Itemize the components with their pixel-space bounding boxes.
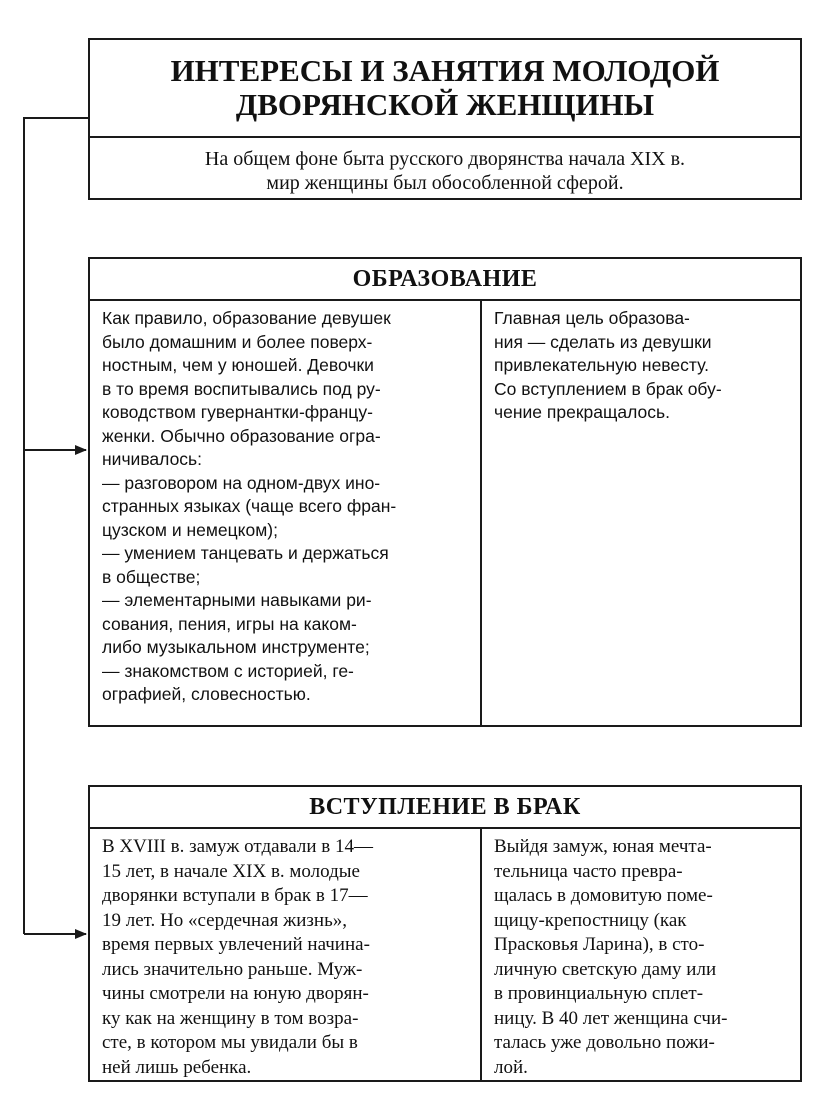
connector-vertical-line xyxy=(24,118,88,934)
education-left-line: ничивалось: xyxy=(102,449,203,469)
education-left-line: ностным, чем у юношей. Девочки xyxy=(102,355,374,375)
education-left-line: либо музыкальном инструменте; xyxy=(102,637,370,657)
marriage-right-line: Прасковья Ларина), в сто- xyxy=(494,934,705,955)
marriage-left-line: лись значительно раньше. Муж- xyxy=(102,958,363,980)
main-title xyxy=(90,40,800,138)
education-section xyxy=(88,257,802,727)
education-left-line: Как правило, образование девушек xyxy=(102,308,391,328)
education-heading: ОБРАЗОВАНИЕ xyxy=(90,259,800,301)
marriage-right-line: тельница часто превра- xyxy=(494,860,683,882)
marriage-right-line: щалась в домовитую поме- xyxy=(494,885,713,906)
marriage-left-line: ку как на женщину в том возра- xyxy=(102,1007,359,1029)
education-right-line: Главная цель образова- xyxy=(494,308,690,328)
education-left-text xyxy=(90,299,482,725)
main-subtitle xyxy=(90,138,800,195)
marriage-left-line: В XVIII в. замуж отдавали в 14— xyxy=(102,836,374,857)
subtitle-line1: На общем фоне быта русского дворянства начала XIX в. xyxy=(204,148,686,170)
title-box xyxy=(88,38,802,200)
marriage-right-text xyxy=(482,827,800,1080)
education-right-text xyxy=(482,299,800,725)
marriage-left-line: сте, в котором мы увидали бы в xyxy=(102,1032,358,1053)
education-left-line: в обществе; xyxy=(102,566,201,587)
education-left-line: — элементарными навыками ри- xyxy=(102,590,372,610)
subtitle-line2: мир женщины был обособленной сферой. xyxy=(266,172,624,194)
marriage-left-line: 15 лет, в начале XIX в. молодые xyxy=(102,860,360,882)
marriage-section xyxy=(88,785,802,1082)
education-right-line: ния — сделать из девушки xyxy=(494,331,712,352)
main-title-line1: ИНТЕРЕСЫ И ЗАНЯТИЯ МОЛОДОЙ xyxy=(170,53,720,88)
education-left-line: женки. Обычно образование огра- xyxy=(102,425,381,446)
education-left-line: — умением танцевать и держаться xyxy=(102,543,389,563)
education-left-line: ографией, словесностью. xyxy=(102,684,311,704)
marriage-right-line: талась уже довольно пожи- xyxy=(494,1032,715,1053)
education-left-line: сования, пения, игры на каком- xyxy=(102,613,357,634)
education-right-line: привлекательную невесту. xyxy=(494,355,709,375)
marriage-right-line: ницу. В 40 лет женщина счи- xyxy=(494,1007,728,1029)
marriage-right-line: Выйдя замуж, юная мечта- xyxy=(494,836,712,857)
marriage-left-line: время первых увлечений начина- xyxy=(102,934,370,955)
main-title-line2: ДВОРЯНСКОЙ ЖЕНЩИНЫ xyxy=(235,87,655,122)
marriage-right-line: личную светскую даму или xyxy=(494,958,717,980)
education-left-line: ководством гувернантки-францу- xyxy=(102,402,373,422)
education-left-line: — разговором на одном-двух ино- xyxy=(102,472,381,493)
marriage-left-text xyxy=(90,827,482,1080)
marriage-right-line: лой. xyxy=(494,1056,528,1078)
education-left-line: — знакомством с историей, ге- xyxy=(102,660,354,681)
education-right-line: Со вступлением в брак обу- xyxy=(494,378,722,399)
education-left-line: было домашним и более поверх- xyxy=(102,331,373,352)
education-left-line: в то время воспитывались под ру- xyxy=(102,378,381,399)
marriage-left-line: дворянки вступали в брак в 17— xyxy=(102,885,368,906)
education-right-line: чение прекращалось. xyxy=(494,402,670,422)
education-left-line: странных языках (чаще всего фран- xyxy=(102,496,397,516)
education-left-line: цузском и немецком); xyxy=(102,519,278,540)
marriage-right-line: щицу-крепостницу (как xyxy=(494,909,687,931)
marriage-left-line: ней лишь ребенка. xyxy=(102,1056,252,1078)
marriage-left-line: чины смотрели на юную дворян- xyxy=(102,983,369,1004)
marriage-right-line: в провинциальную сплет- xyxy=(494,983,704,1004)
marriage-left-line: 19 лет. Но «сердечная жизнь», xyxy=(102,909,348,931)
marriage-heading: ВСТУПЛЕНИЕ В БРАК xyxy=(90,787,800,829)
